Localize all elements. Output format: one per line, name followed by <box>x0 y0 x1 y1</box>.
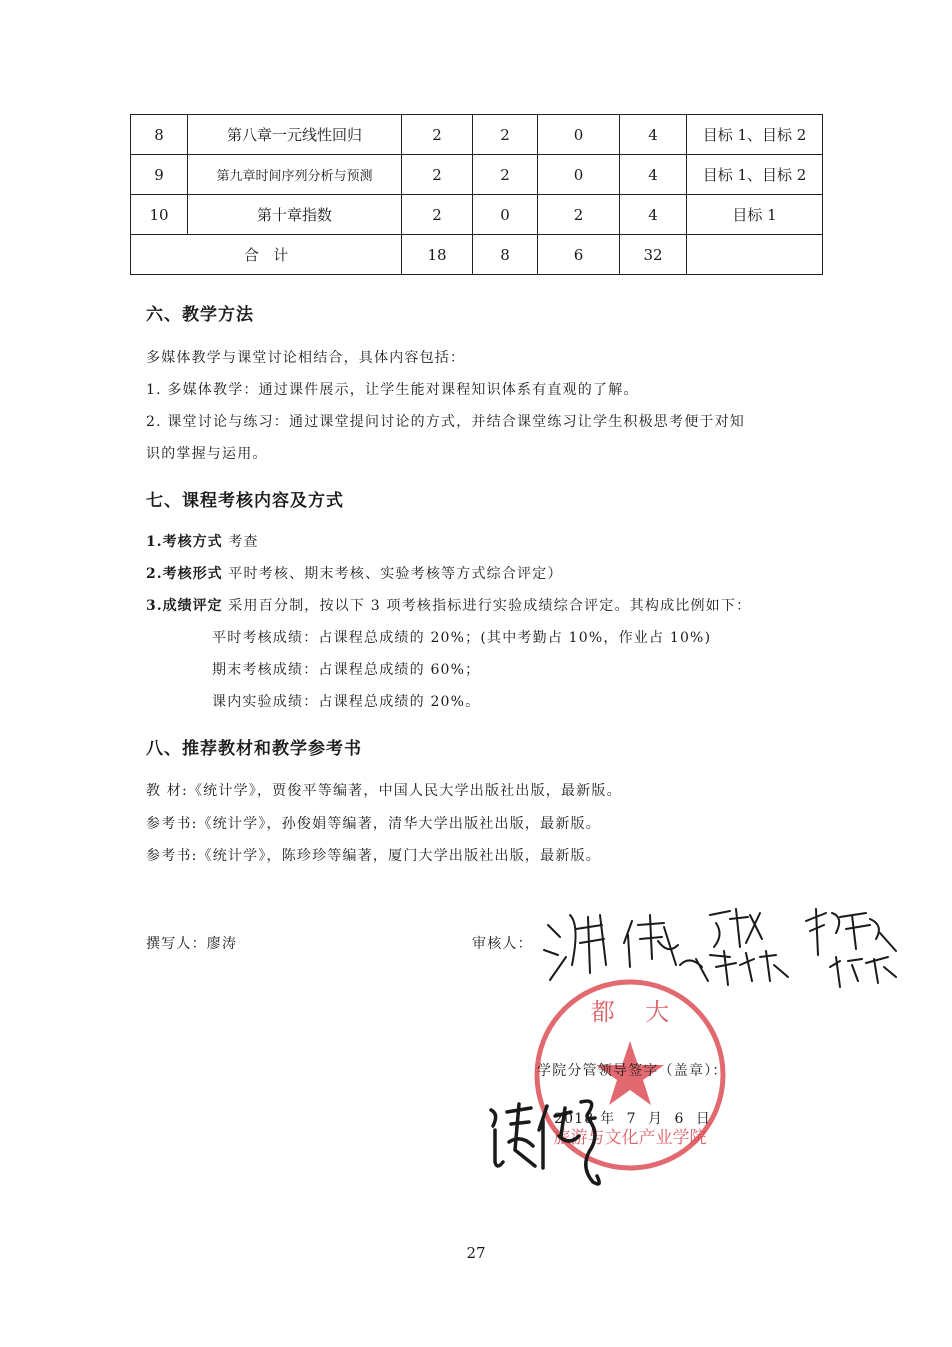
label: 3.成绩评定 <box>146 598 223 614</box>
paragraph: 1. 多媒体教学：通过课件展示，让学生能对课程知识体系有直观的了解。 <box>146 382 639 398</box>
row-number: 10 <box>131 195 188 235</box>
value: 采用百分制，按以下 3 项考核指标进行实验成绩综合评定。其构成比例如下： <box>228 598 752 614</box>
leader-signature-label: 学院分管领导签字（盖章）： <box>537 1063 728 1079</box>
section-heading-textbooks: 八、推荐教材和教学参考书 <box>146 739 362 759</box>
label: 1.考核方式 <box>146 534 223 550</box>
hours-cell: 2 <box>402 195 473 235</box>
seal-top-text: 都 大 <box>590 998 670 1026</box>
section-heading-teaching-methods: 六、教学方法 <box>146 305 254 325</box>
reviewer-label: 审核人： <box>472 936 533 952</box>
hours-cell: 2 <box>473 115 538 155</box>
hours-cell: 2 <box>473 155 538 195</box>
total-label: 合 计 <box>131 235 402 275</box>
hours-cell: 0 <box>473 195 538 235</box>
leader-signature <box>485 1090 615 1190</box>
total-cell: 32 <box>620 235 687 275</box>
table-total-row <box>131 235 823 275</box>
course-schedule-table <box>130 114 823 275</box>
table-row <box>131 115 823 155</box>
hours-cell: 2 <box>402 115 473 155</box>
assessment-form <box>146 563 563 583</box>
total-cell: 8 <box>473 235 538 275</box>
textbook-item: 教 材:《统计学》，贾俊平等编著，中国人民大学出版社出版，最新版。 <box>146 783 622 799</box>
section-heading-assessment: 七、课程考核内容及方式 <box>146 491 344 511</box>
assessment-method <box>146 531 259 551</box>
grading-item: 期末考核成绩：占课程总成绩的 60%； <box>212 662 481 678</box>
textbook-item: 参考书:《统计学》，孙俊娟等编著，清华大学出版社出版，最新版。 <box>146 816 601 832</box>
table-row <box>131 155 823 195</box>
hours-cell: 2 <box>538 195 620 235</box>
value: 考查 <box>228 534 259 550</box>
label: 2.考核形式 <box>146 566 223 582</box>
seal-bottom-text: 旅游与文化产业学院 <box>553 1128 707 1148</box>
sign-date: 2018 年 7 月 6 日 <box>554 1111 712 1127</box>
grading-item: 课内实验成绩：占课程总成绩的 20%。 <box>212 694 481 710</box>
total-cell: 6 <box>538 235 620 275</box>
hours-cell: 4 <box>620 195 687 235</box>
hours-cell: 0 <box>538 155 620 195</box>
goal-cell: 目标 1、目标 2 <box>687 155 823 195</box>
paragraph: 多媒体教学与课堂讨论相结合，具体内容包括： <box>146 350 466 366</box>
total-cell: 18 <box>402 235 473 275</box>
chapter-cell: 第九章时间序列分析与预测 <box>188 155 402 195</box>
hours-cell: 2 <box>402 155 473 195</box>
row-number: 9 <box>131 155 188 195</box>
writer-line: 撰写人：廖涛 <box>146 936 238 952</box>
paragraph: 识的掌握与运用。 <box>146 446 268 462</box>
chapter-cell: 第八章一元线性回归 <box>188 115 402 155</box>
textbook-item: 参考书:《统计学》，陈珍珍等编著，厦门大学出版社出版，最新版。 <box>146 848 601 864</box>
table-row <box>131 195 823 235</box>
goal-cell: 目标 1 <box>687 195 823 235</box>
hours-cell: 4 <box>620 155 687 195</box>
grading <box>146 595 751 615</box>
row-number: 8 <box>131 115 188 155</box>
hours-cell: 0 <box>538 115 620 155</box>
hours-cell: 4 <box>620 115 687 155</box>
goal-cell: 目标 1、目标 2 <box>687 115 823 155</box>
chapter-cell: 第十章指数 <box>188 195 402 235</box>
paragraph: 2. 课堂讨论与练习：通过课堂提问讨论的方式，并结合课堂练习让学生积极思考便于对知 <box>146 414 746 430</box>
page-number: 27 <box>466 1244 486 1262</box>
grading-item: 平时考核成绩：占课程总成绩的 20%；(其中考勤占 10%，作业占 10%) <box>212 630 712 646</box>
value: 平时考核、期末考核、实验考核等方式综合评定） <box>228 566 563 582</box>
total-goal-cell <box>687 235 823 275</box>
